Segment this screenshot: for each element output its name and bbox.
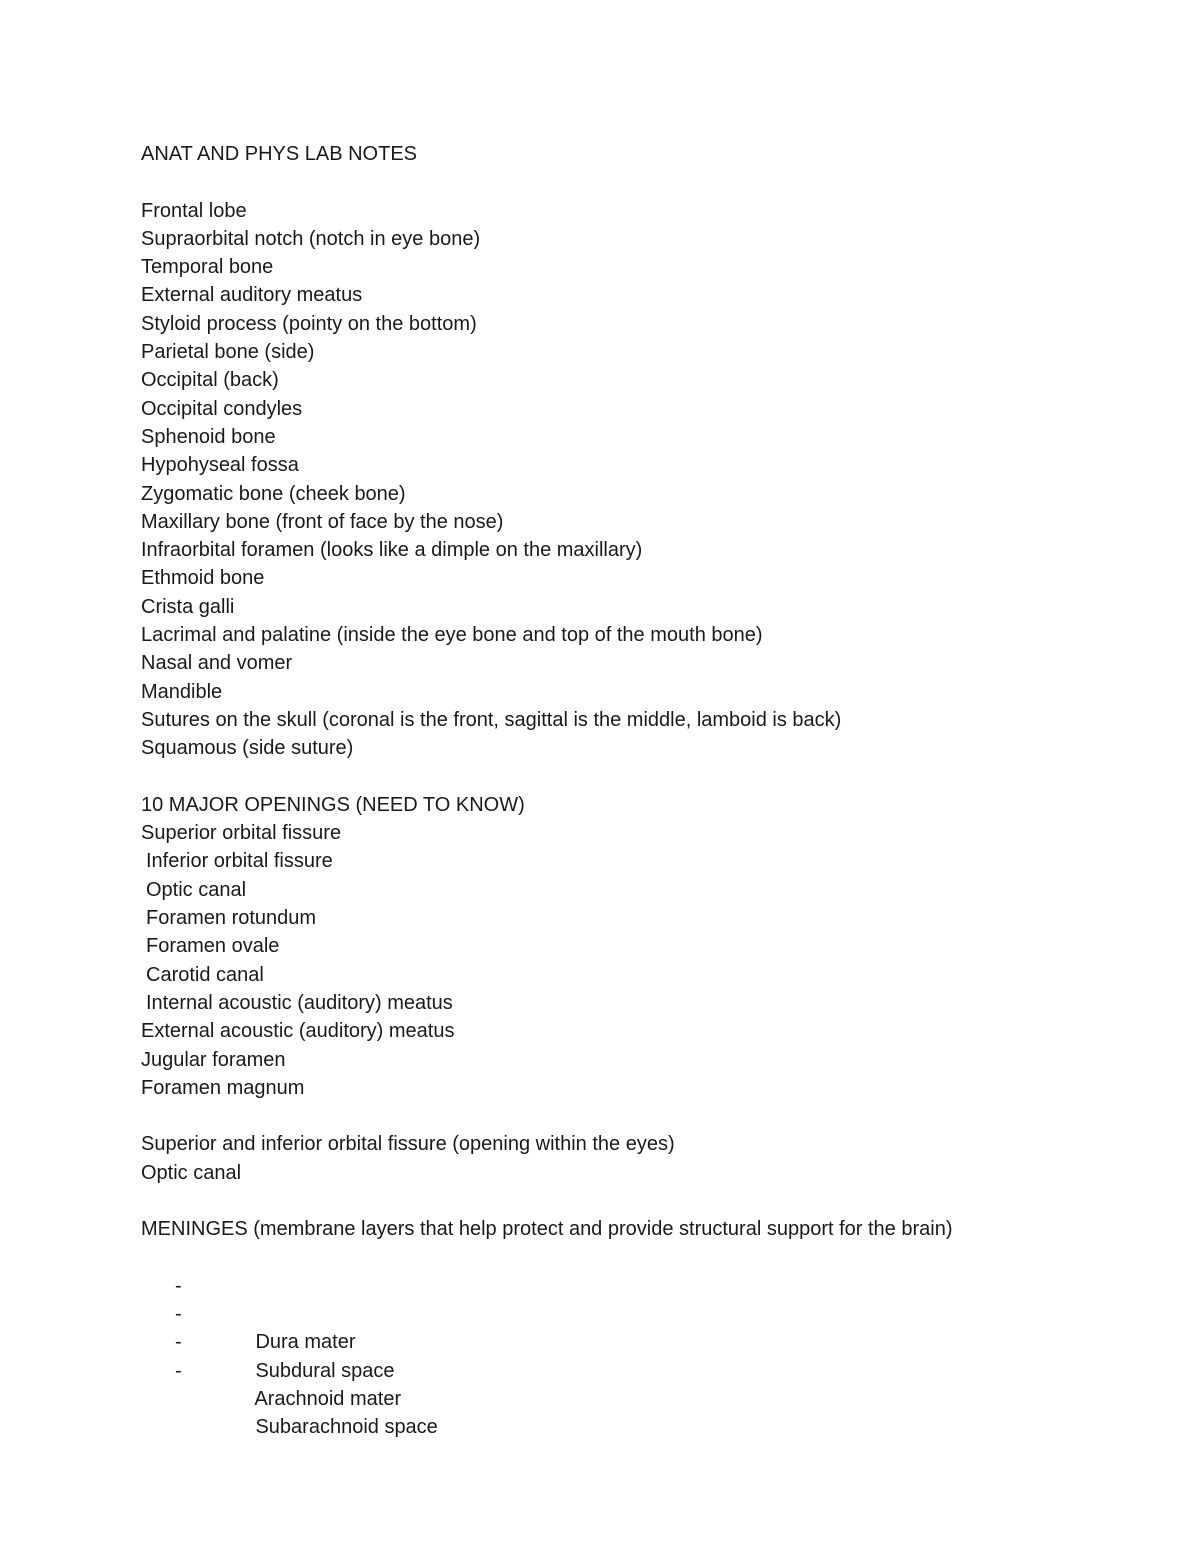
meninges-item-label: Arachnoid mater: [254, 1388, 402, 1411]
eyes-item: Optic canal: [141, 1161, 242, 1184]
bone-item: Hypohyseal fossa: [141, 454, 299, 477]
opening-item: Inferior orbital fissure: [146, 850, 333, 873]
bone-item: Frontal lobe: [141, 199, 247, 222]
opening-item: Foramen rotundum: [146, 907, 317, 930]
opening-item: Optic canal: [146, 878, 247, 901]
meninges-list: [141, 1272, 1141, 1439]
bone-item: Temporal bone: [141, 256, 274, 279]
page-title: ANAT AND PHYS LAB NOTES: [141, 143, 418, 165]
blank-line: [141, 168, 1141, 196]
bones-list: [141, 197, 1141, 763]
eyes-section: [141, 1130, 1141, 1187]
bone-item: Lacrimal and palatine (inside the eye bone and top of the mouth bone): [141, 624, 763, 647]
bone-item: Sphenoid bone: [141, 425, 276, 448]
bone-item: Mandible: [141, 680, 223, 703]
bone-item: Infraorbital foramen (looks like a dimple on the maxillary): [141, 539, 643, 562]
meninges-item-label: Subarachnoid space: [255, 1416, 438, 1439]
meninges-section: [141, 1215, 1141, 1439]
blank-line: [141, 1187, 1141, 1215]
bone-item: Occipital (back): [141, 369, 279, 392]
bone-item: Zygomatic bone (cheek bone): [141, 482, 406, 505]
meninges-item: [141, 1272, 1141, 1354]
bone-item: Supraorbital notch (notch in eye bone): [141, 227, 481, 250]
bone-item: Maxillary bone (front of face by the nose): [141, 510, 504, 533]
opening-item: Jugular foramen: [141, 1048, 286, 1071]
blank-line: [141, 1102, 1141, 1130]
bone-item: Nasal and vomer: [141, 652, 293, 675]
bullet-dash: -: [175, 1359, 182, 1382]
bone-item: Squamous (side suture): [141, 737, 354, 760]
document-page: [141, 140, 1141, 1439]
meninges-item-label: Subdural space: [255, 1359, 395, 1382]
opening-item: Foramen ovale: [146, 935, 280, 958]
meninges-heading: MENINGES (membrane layers that help protect and provide structural support for the brain): [141, 1218, 953, 1241]
bone-item: Styloid process (pointy on the bottom): [141, 312, 477, 335]
meninges-item-label: Dura mater: [255, 1331, 356, 1354]
opening-item: Carotid canal: [146, 963, 264, 986]
bullet-dash: -: [175, 1274, 182, 1297]
blank-line: [141, 763, 1141, 791]
opening-item: Superior orbital fissure: [141, 822, 342, 845]
bullet-dash: -: [175, 1303, 182, 1326]
bone-item: Ethmoid bone: [141, 567, 265, 590]
blank-line: [141, 1244, 1141, 1272]
bone-item: Parietal bone (side): [141, 341, 315, 364]
bone-item: Sutures on the skull (coronal is the front, sagittal is the middle, lamboid is back): [141, 708, 842, 731]
openings-section: [141, 791, 1141, 1102]
opening-item: Foramen magnum: [141, 1076, 305, 1099]
opening-item: Internal acoustic (auditory) meatus: [146, 991, 453, 1014]
bullet-dash: -: [175, 1331, 182, 1354]
bone-item: Occipital condyles: [141, 397, 303, 420]
bone-item: Crista galli: [141, 595, 235, 618]
bone-item: External auditory meatus: [141, 284, 363, 307]
openings-heading: 10 MAJOR OPENINGS (NEED TO KNOW): [141, 793, 525, 816]
opening-item: External acoustic (auditory) meatus: [141, 1020, 455, 1043]
eyes-item: Superior and inferior orbital fissure (opening within the eyes): [141, 1133, 675, 1156]
